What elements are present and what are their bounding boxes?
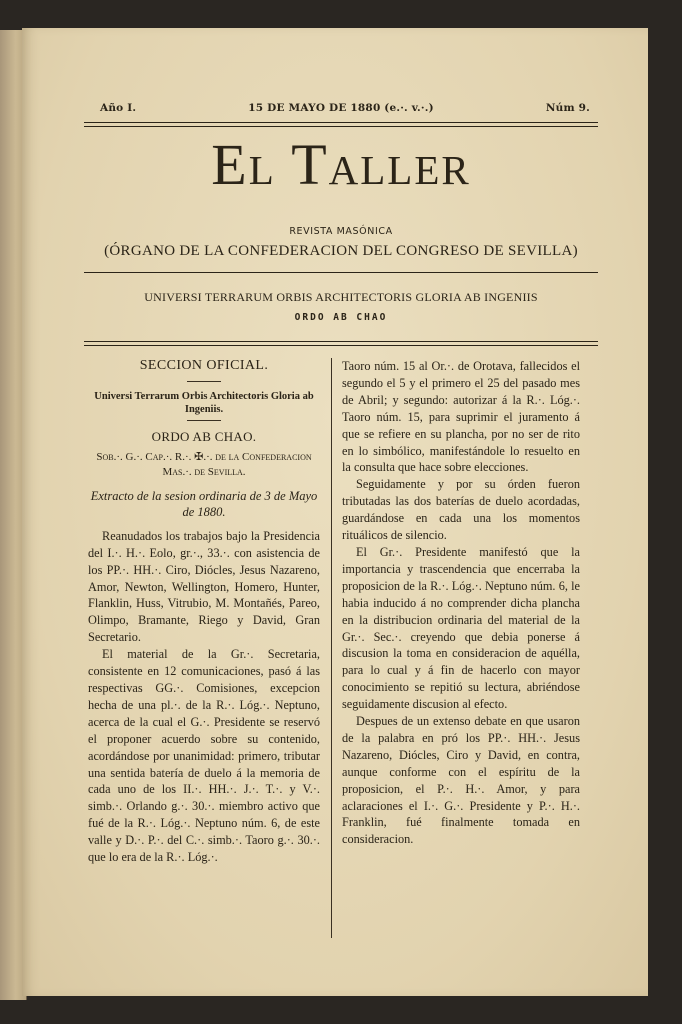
latin-heading: Universi Terrarum Orbis Architectoris Gloria ab Ingeniis. [94, 390, 314, 415]
section-title: SECCION OFICIAL. [139, 358, 269, 373]
masthead-organ: (ÓRGANO DE LA CONFEDERACION DEL CONGRESO DE SEVILLA) [104, 243, 578, 259]
masthead-subtitle: REVISTA MASÓNICA [289, 226, 393, 237]
issue-line [100, 102, 590, 114]
session-extract-title: Extracto de la sesion ordinaria de 3 de Mayo de 1880. [90, 488, 318, 519]
issue-year: Año I. [100, 102, 137, 114]
issue-number: Núm 9. [545, 102, 590, 114]
article-paragraph: Reanudados los trabajos bajo la Presidencia del I.·. H.·. Eolo, gr.·., 33.·. con asistencia de los PP.·. HH.·. Ciro, Diócles, Jesus Nazareno, Amor, Newton, Wellington, Homero, Hunter, Flanklin, Huss, Vitrubio, M. Montañés, Pareo, Olimpo, Bramante, Riego y David, Gran Secretario. [88, 528, 320, 645]
top-rule [84, 122, 598, 123]
newspaper-page [22, 28, 648, 996]
motto-rule-thin [84, 345, 598, 346]
article-paragraph-continued: Taoro núm. 15 al Or.·. de Orotava, fallecidos el segundo el 5 y el primero el 25 del pasado mes de Abril; y segundo: autorizar á la R.·. Lóg.·. Taoro núm. 15, para suprimir el juramento á que se refiere en su plancha, por no ser de rito en lo simbólico, manifestándole lo resuelto en la consulta que hace sobre elecciones. [342, 359, 580, 475]
short-rule [187, 420, 221, 421]
lodge-heading: Sob.·. G.·. Cap.·. R.·. ✠.·. de la Confederacion Mas.·. de Sevilla. [96, 450, 312, 478]
short-rule [187, 381, 221, 382]
article-paragraph: Despues de un extenso debate en que usaron de la palabra en pró los PP.·. HH.·. Jesus Nazareno, Diócles, Ciro y David, en contra, aunque conforme con el espíritu de la proposicion, el P.·. H.·. Amor, y para aclaraciones el I.·. G.·. Presidente y P.·. H.·. Franklin, fué finalmente tomada en consideracion. [342, 714, 580, 847]
ordo-heading: ORDO AB CHAO. [151, 428, 257, 444]
article-paragraph: El material de la Gr.·. Secretaria, consistente en 12 comunicaciones, pasó á las respectivas GG.·. Comisiones, excepcion hecha de una pl.·. de la R.·. Lóg.·. Neptuno, acerca de la cual el G.·. Presidente se reservó el proponer acuerdo sobre su contenido, acordándose por unanimidad: primero, tributar una sentida batería de duelo á la memoria de cada uno de los II.·. HH.·. J.·. T.·. y V.·. simb.·. Orlando g.·. 30.·. miembro activo que fué de la R.·. Lóg.·. Neptuno núm. 6, de este valle y D.·. P.·. del C.·. simb.·. Taoro g.·. 30.·. que lo era de la R.·. Lóg.·. [88, 647, 320, 865]
motto-ordo: ORDO AB CHAO [294, 312, 388, 323]
masthead-title: El Taller [211, 132, 471, 197]
article-column-right [342, 358, 580, 848]
motto-rule [84, 341, 598, 342]
masthead-rule [84, 272, 598, 273]
article-column-left [88, 358, 320, 866]
article-paragraph: El Gr.·. Presidente manifestó que la importancia y trascendencia que encerraba la proposicion de la R.·. Lóg.·. Neptuno núm. 6, le habia inducido á no comprender dicha plancha en la distribucion ordinaria del material de la Gr.·. Sec.·. creyendo que debia ponerse á discusion la toma en consideracion de aquélla, para lo cual y á fin de hacerlo con mayor conocimiento se repitió su lectura, abriéndose seguidamente discusion al efecto. [342, 544, 580, 712]
motto-latin: UNIVERSI TERRARUM ORBIS ARCHITECTORIS GLORIA AB INGENIIS [144, 290, 538, 304]
issue-date: 15 DE MAYO DE 1880 (e.·. v.·.) [248, 102, 434, 114]
column-divider [331, 358, 332, 938]
top-rule-thin [84, 126, 598, 127]
article-paragraph: Seguidamente y por su órden fueron tributadas las dos baterías de duelo acordadas, guardándose en cada una los momentos rituálicos de silencio. [342, 477, 580, 543]
